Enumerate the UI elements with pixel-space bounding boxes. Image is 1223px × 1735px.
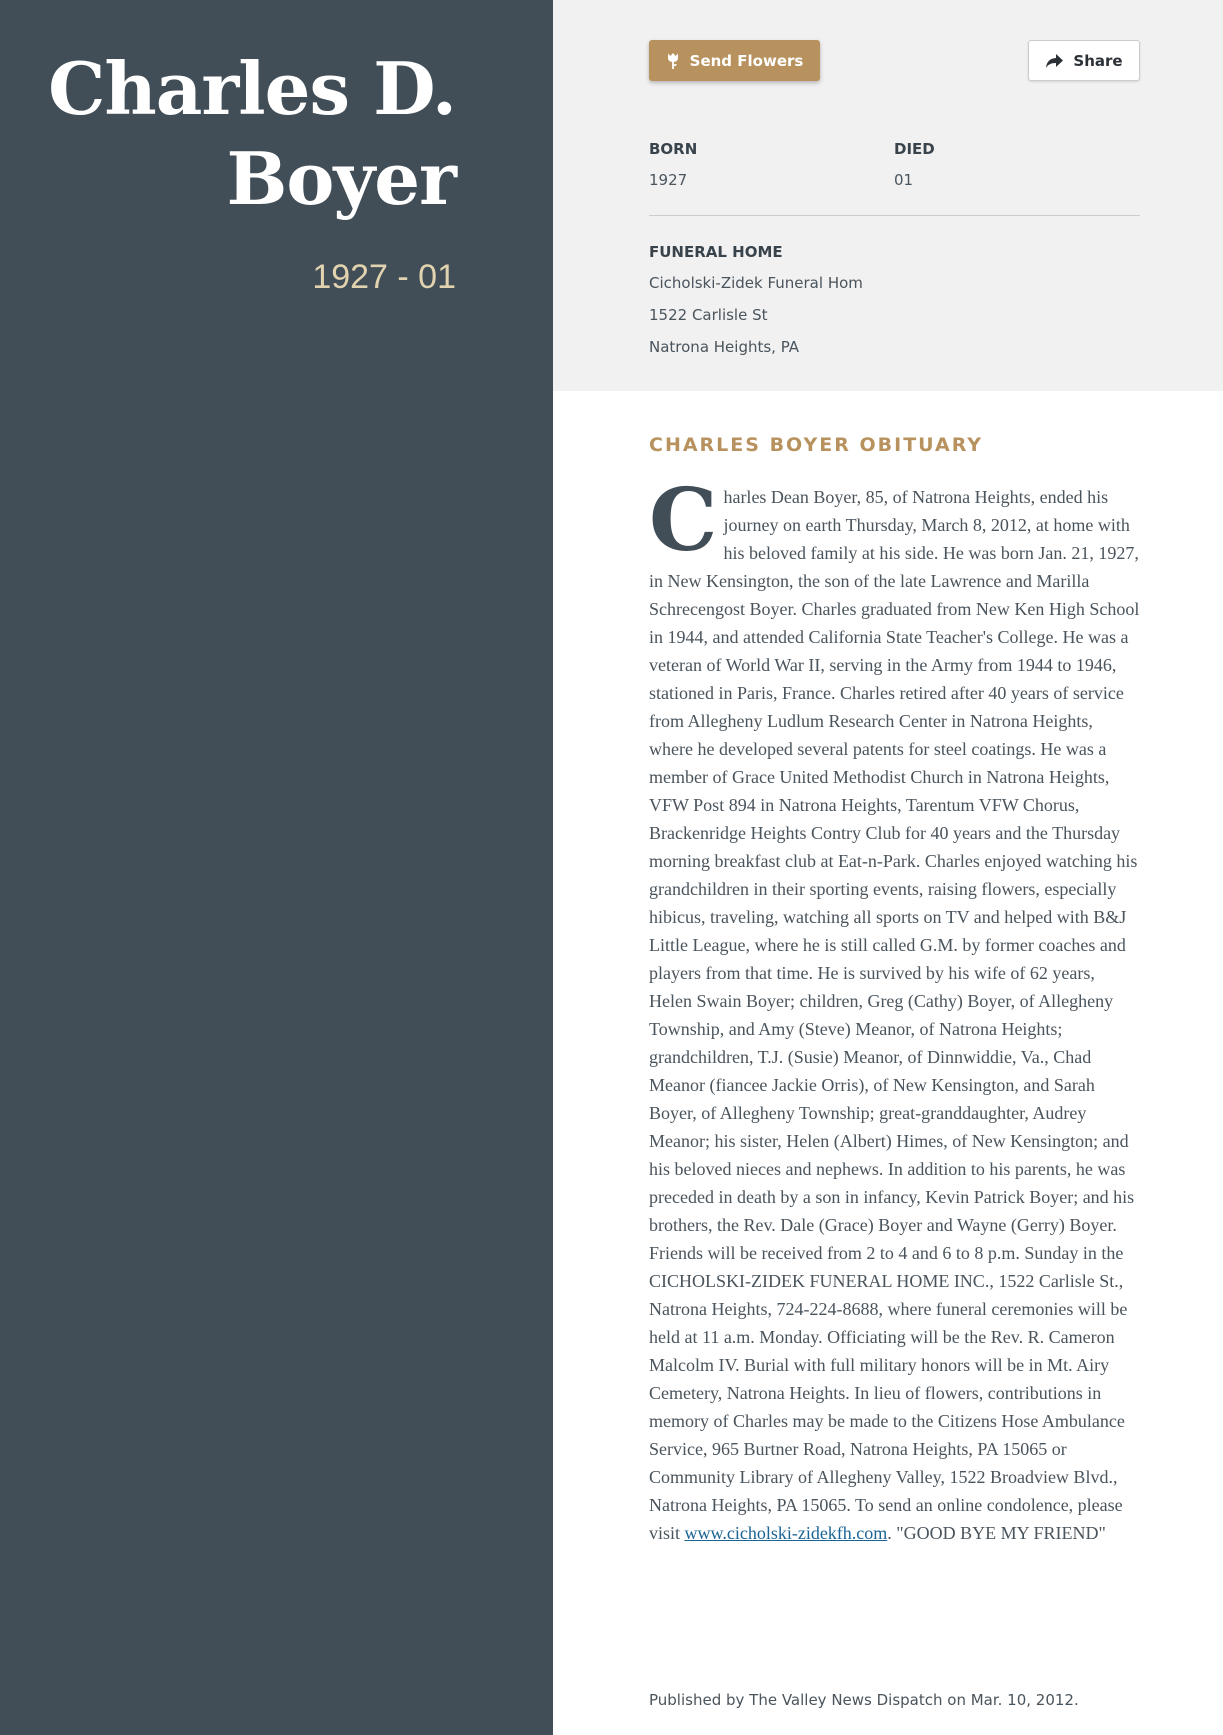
born-value: 1927	[649, 171, 688, 189]
died-label: DIED	[894, 140, 935, 158]
obituary-heading: CHARLES BOYER OBITUARY	[649, 434, 984, 456]
send-flowers-label: Send Flowers	[689, 51, 804, 70]
funeral-home-address: 1522 Carlisle St	[649, 306, 768, 324]
flower-icon	[666, 52, 680, 70]
share-arrow-icon	[1045, 53, 1064, 69]
obituary-closing: . "GOOD BYE MY FRIEND"	[887, 1523, 1106, 1543]
died-value: 01	[894, 171, 914, 189]
info-divider	[649, 215, 1140, 216]
condolence-link[interactable]: www.cicholski-zidekfh.com	[684, 1523, 888, 1543]
published-note: Published by The Valley News Dispatch on Mar. 10, 2012.	[649, 1691, 1079, 1709]
funeral-home-label: FUNERAL HOME	[649, 243, 783, 261]
funeral-home-city: Natrona Heights, PA	[649, 338, 800, 356]
person-name: Charles D. Boyer	[48, 46, 456, 221]
drop-cap: C	[649, 470, 718, 571]
born-label: BORN	[649, 140, 698, 158]
obituary-body: harles Dean Boyer, 85, of Natrona Heights, ended his journey on earth Thursday, March 8, 2012, at home with his beloved family at his side. He was born Jan. 21, 1927, in New Kensington, the son of the late Lawrence and Marilla Schrecengost Boyer. Charles graduated from New Ken High School in 1944, and attended California State Teacher's College. He was a veteran of World War II, serving in the Army from 1944 to 1946, stationed in Paris, France. Charles retired after 40 years of service from Allegheny Ludlum Research Center in Natrona Heights, where he developed several patents for steel coatings. He was a member of Grace United Methodist Church in Natrona Heights, VFW Post 894 in Natrona Heights, Tarentum VFW Chorus, Brackenridge Heights Contry Club for 40 years and the Thursday morning breakfast club at Eat-n-Park. Charles enjoyed watching his grandchildren in their sporting events, raising flowers, especially hibicus, traveling, watching all sports on TV and helped with B&J Little League, where he is still called G.M. by former coaches and players from that time. He is survived by his wife of 62 years, Helen Swain Boyer; children, Greg (Cathy) Boyer, of Allegheny Township, and Amy (Steve) Meanor, of Natrona Heights; grandchildren, T.J. (Susie) Meanor, of Dinnwiddie, Va., Chad Meanor (fiancee Jackie Orris), of New Kensington, and Sarah Boyer, of Allegheny Township; great-granddaughter, Audrey Meanor; his sister, Helen (Albert) Himes, of New Kensington; and his beloved nieces and nephews. In addition to his parents, he was preceded in death by a son in infancy, Kevin Patrick Boyer; and his brothers, the Rev. Dale (Grace) Boyer and Wayne (Gerry) Boyer. Friends will be received from 2 to 4 and 6 to 8 p.m. Sunday in the CICHOLSKI-ZIDEK FUNERAL HOME INC., 1522 Carlisle St., Natrona Heights, 724-224-8688, where funeral ceremonies will be held at 11 a.m. Monday. Officiating will be the Rev. R. Cameron Malcolm IV. Burial with full military honors will be in Mt. Airy Cemetery, Natrona Heights. In lieu of flowers, contributions in memory of Charles may be made to the Citizens Hose Ambulance Service, 965 Burtner Road, Natrona Heights, PA 15065 or Community Library of Allegheny Valley, 1522 Broadview Blvd., Natrona Heights, PA 15065. To send an online condolence, please visit	[649, 487, 1140, 1543]
send-flowers-button[interactable]	[649, 40, 820, 81]
life-dates: 1927 - 01	[312, 258, 456, 296]
funeral-home-name: Cicholski-Zidek Funeral Hom	[649, 274, 863, 292]
share-label: Share	[1073, 51, 1123, 70]
name-panel	[0, 0, 553, 1735]
share-button[interactable]	[1028, 40, 1140, 81]
obituary-text	[649, 470, 1141, 1547]
